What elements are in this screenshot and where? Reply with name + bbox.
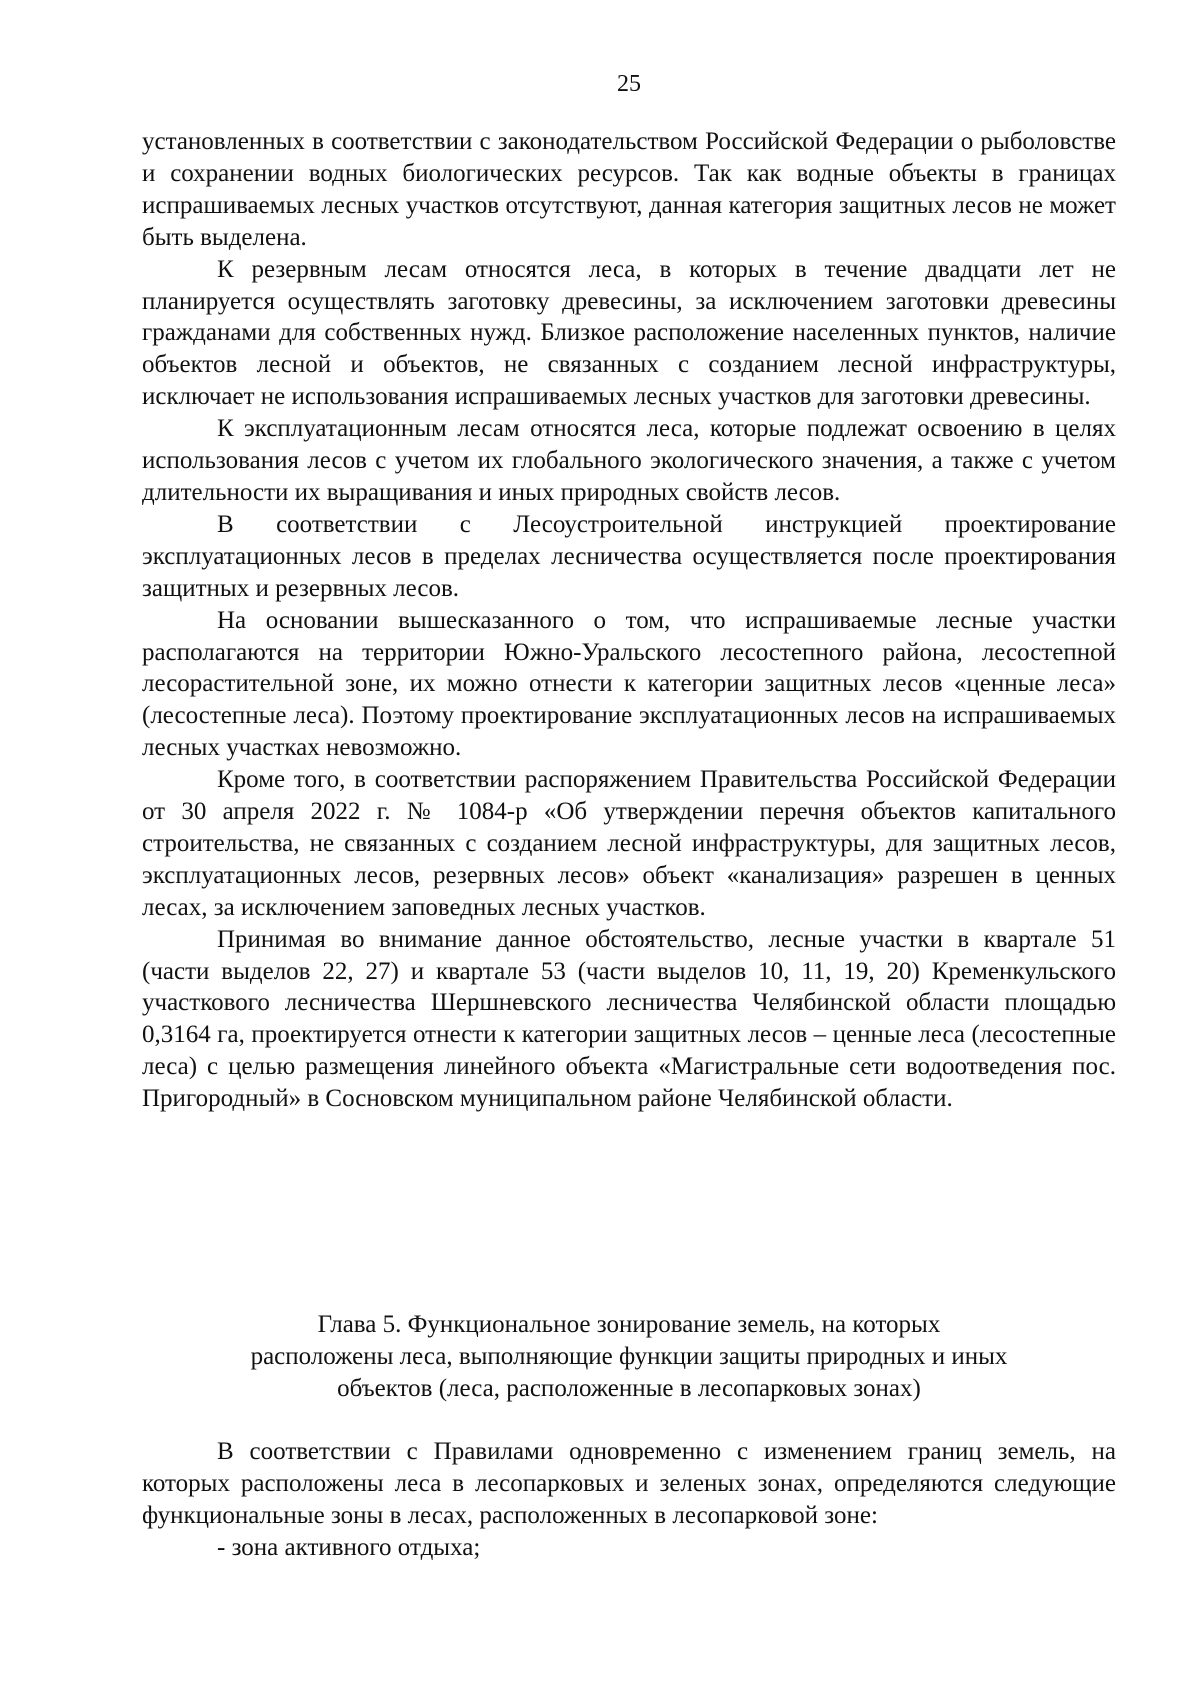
chapter-heading bbox=[142, 1309, 1116, 1405]
paragraph-conclusion: Принимая во внимание данное обстоятельство, лесные участки в квартале 51 (части выделов 22, 27) и квартале 53 (части выделов 10, 11, 19, 20) Кременкульского участкового лесничества Шершневского лесничества Челябинской области площадью 0,3164 га, проектируется отнести к категории защитных лесов – ценные леса (лесостепные леса) с целью размещения линейного объекта «Магистральные сети водоотведения пос. Пригородный» в Сосновском муниципальном районе Челябинской области. bbox=[142, 925, 1116, 1113]
paragraph-government-order: Кроме того, в соответствии распоряжением Правительства Российской Федерации от 30 апреля 2022 г. № 1084-р «Об утверждении перечня объектов капитального строительства, не связанных с созданием лесной инфраструктуры, для защитных лесов, эксплуатационных лесов, резервных лесов» объект «канализация» разрешен в ценных лесах, за исключением заповедных лесных участков. bbox=[142, 766, 1116, 921]
paragraph-valuable-forests: На основании вышесказанного о том, что испрашиваемые лесные участки располагаются на территории Южно-Уральского лесостепного района, лесостепной лесорастительной зоне, их можно отнести к категории защитных лесов «ценные леса» (лесостепные леса). Поэтому проектирование эксплуатационных лесов на испрашиваемых лесных участках невозможно. bbox=[142, 606, 1116, 762]
paragraph-exploitation-forests: К эксплуатационным лесам относятся леса, которые подлежат освоению в целях использования лесов с учетом их глобального экологического значения, а также с учетом длительности их выращивания и иных природных свойств лесов. bbox=[142, 415, 1116, 506]
list-item: - зона активного отдыха; bbox=[217, 1533, 481, 1561]
body-text bbox=[142, 126, 1116, 1115]
chapter-heading-line-1: Глава 5. Функциональное зонирование земель, на которых bbox=[317, 1311, 941, 1338]
page-number: 25 bbox=[617, 71, 641, 97]
paragraph-forest-instruction: В соответствии с Лесоустроительной инструкцией проектирование эксплуатационных лесов в пределах лесничества осуществляется после проектирования защитных и резервных лесов. bbox=[142, 510, 1116, 602]
paragraph-reserve-forests: К резервным лесам относятся леса, в которых в течение двадцати лет не планируется осуществлять заготовку древесины, за исключением заготовки древесины гражданами для собственных нужд. Близкое расположение населенных пунктов, наличие объектов лесной и объектов, не связанных с созданием лесной инфраструктуры, исключает не использования испрашиваемых лесных участков для заготовки древесины. bbox=[142, 255, 1116, 411]
chapter-heading-line-2: расположены леса, выполняющие функции защиты природных и иных bbox=[250, 1342, 1008, 1370]
document-page bbox=[142, 0, 1116, 1698]
paragraph-functional-zones: В соответствии с Правилами одновременно с изменением границ земель, на которых расположены леса в лесопарковых и зеленых зонах, определяются следующие функциональные зоны в лесах, расположенных в лесопарковой зоне: bbox=[142, 1438, 1116, 1529]
chapter-heading-line-3: объектов (леса, расположенные в лесопарковых зонах) bbox=[337, 1374, 921, 1402]
chapter-body bbox=[142, 1436, 1116, 1564]
paragraph-protective-fish: установленных в соответствии с законодательством Российской Федерации о рыболовстве и сохранении водных биологических ресурсов. Так как водные объекты в границах испрашиваемых лесных участков отсутствуют, данная категория защитных лесов не может быть выделена. bbox=[142, 128, 1116, 251]
